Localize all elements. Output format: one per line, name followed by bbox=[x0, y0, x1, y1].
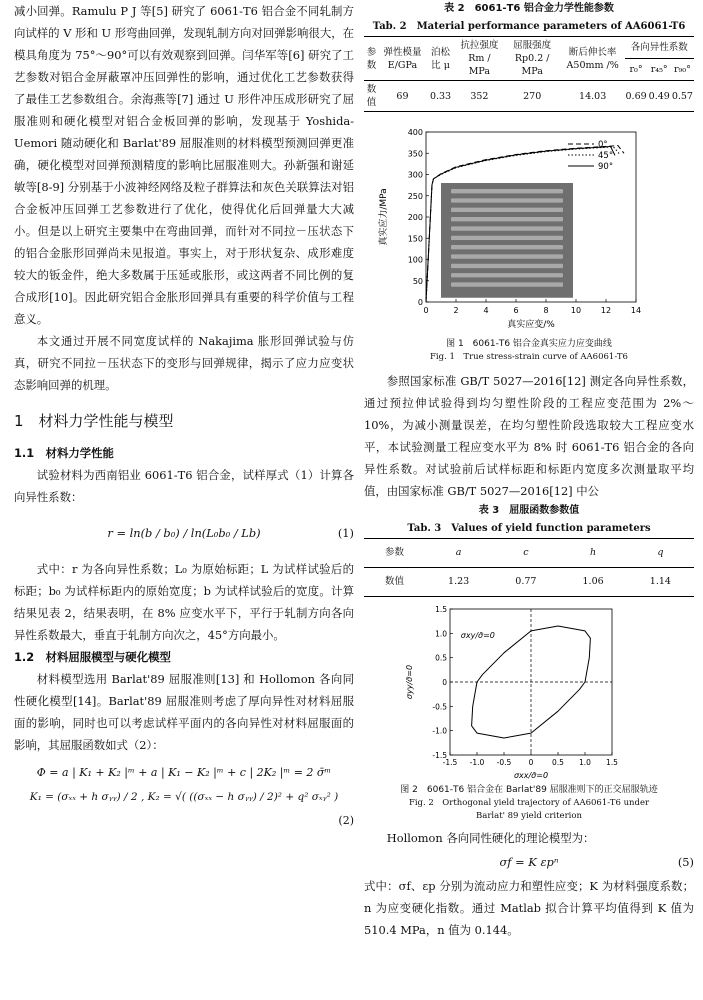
table-3-header: a bbox=[455, 547, 462, 558]
legend-label: 90° bbox=[598, 162, 614, 172]
figure-2-caption-en-1: Fig. 2 Orthogonal yield trajectory of AA6061-T6 under bbox=[408, 798, 650, 808]
y-tick-label: 400 bbox=[407, 128, 423, 137]
left-column bbox=[14, 0, 354, 832]
y-tick-label: 150 bbox=[407, 234, 423, 244]
table-2-cell: 0.33 bbox=[429, 90, 452, 102]
table-2-row bbox=[364, 81, 694, 112]
table-2-header: 弹性模量 E/GPa bbox=[383, 46, 422, 71]
anisotropy-method-paragraph: 参照国家标准 GB/T 5027—2016[12] 测定各向异性系数，通过预拉伸试验得到均匀塑性阶段的工程应变范围为 2%～10%，为减小测量误差，在均匀塑性阶段选取较大工程应变水平，本试验测量工程应变水平为 8% 时 6061-T6 铝合金的各向异性系数。对试验前后试样标距和标距内宽度多次测量取平均值，由国家标准 GB/T 5027—2016[12] 中公 bbox=[364, 374, 694, 498]
y-tick-label: 100 bbox=[407, 255, 423, 265]
table-3-header: c bbox=[523, 547, 529, 558]
equation-1 bbox=[14, 522, 354, 544]
figure-2-yield-locus-chart bbox=[364, 603, 694, 783]
y-axis-label: σyy/σ̄=0 bbox=[405, 664, 414, 700]
table-2-title-en: Tab. 2 Material performance parameters of AA6061-T6 bbox=[372, 21, 686, 32]
table-2-cell: 69 bbox=[396, 90, 409, 102]
equation-2a: Φ = a | K₁ + K₂ |ᵐ + a | K₁ − K₂ |ᵐ + c | 2K₂ |ᵐ = 2 σ̄ᵐ bbox=[36, 766, 332, 779]
table-2-cell: 0.69 bbox=[625, 90, 647, 102]
hollomon-explanation: 式中：σf、εp 分别为流动应力和塑性应变；K 为材料强度系数；n 为应变硬化指数。通过 Matlab 拟合计算平均值得到 K 值为 510.4 MPa，n 值为 0.144。 bbox=[364, 879, 694, 937]
table-2-header: 泊松比 μ bbox=[431, 46, 451, 71]
equation-2b: K₁ = (σₓₓ + h σᵧᵧ) / 2 , K₂ = √( ((σₓₓ − h σᵧᵧ) / 2)² + q² σₓᵧ² ) bbox=[29, 791, 339, 803]
specimen-strip bbox=[451, 226, 563, 230]
y-tick-label: 0 bbox=[417, 298, 423, 307]
equation-5 bbox=[364, 851, 694, 873]
table-2-cell: 0.57 bbox=[671, 90, 693, 102]
x-tick-label: 6 bbox=[513, 306, 519, 315]
table-3-cell: 1.14 bbox=[649, 576, 671, 587]
x-tick-label: 1.0 bbox=[579, 758, 591, 767]
x-axis-label: 真实应变/% bbox=[507, 320, 555, 330]
table-3-header: 参数 bbox=[385, 547, 405, 558]
table-2-header: 断后伸长率 A50mm /% bbox=[566, 46, 619, 71]
y-axis-label: 真实应力/MPa bbox=[379, 188, 389, 246]
x-tick-label: 4 bbox=[483, 306, 489, 315]
table-3-header: h bbox=[590, 547, 597, 558]
chart-annotation: σxy/σ̄=0 bbox=[460, 631, 495, 641]
table-3 bbox=[364, 538, 694, 597]
x-tick-label: -1.5 bbox=[442, 758, 458, 767]
x-tick-label: -1.0 bbox=[469, 758, 485, 767]
y-tick-label: 0.5 bbox=[435, 653, 447, 663]
intro-paragraph-2: 本文通过开展不同宽度试样的 Nakajima 胀形回弹试验与仿真，研究不同拉－压状态下的变形与回弹规律，揭示了应力应变状态影响回弹的机理。 bbox=[14, 334, 354, 392]
x-tick-label: 12 bbox=[600, 306, 612, 315]
table-3-cell: 1.23 bbox=[448, 576, 470, 587]
table-2-title-cn: 表 2 6061-T6 铝合金力学性能参数 bbox=[444, 3, 614, 14]
figure-1-caption-en: Fig. 1 True stress-strain curve of AA6061-T6 bbox=[430, 352, 628, 362]
y-tick-label: 1.5 bbox=[435, 605, 447, 614]
legend-label: 0° bbox=[598, 140, 608, 150]
x-tick-label: 10 bbox=[570, 306, 582, 315]
subsection-heading-1-2: 1.2 材料屈服模型与硬化模型 bbox=[14, 650, 171, 664]
table-2-header: 各向异性系数 bbox=[625, 37, 695, 59]
specimen-strip bbox=[451, 273, 563, 277]
material-paragraph: 试验材料为西南铝业 6061-T6 铝合金，试样厚式（1）计算各向异性系数： bbox=[14, 468, 354, 504]
table-3-cell: 1.06 bbox=[582, 576, 604, 587]
y-tick-label: 350 bbox=[407, 149, 423, 159]
table-2-cell: 0.49 bbox=[648, 90, 670, 102]
table-2-header: 屈服强度 Rp0.2 / MPa bbox=[513, 40, 552, 77]
figure-2-caption-cn: 图 2 6061-T6 铝合金在 Barlat'89 屈服准则下的正交屈服轨迹 bbox=[400, 785, 658, 795]
y-tick-label: -1.5 bbox=[432, 751, 447, 760]
y-tick-label: 50 bbox=[412, 276, 423, 286]
specimen-strip bbox=[451, 264, 563, 268]
equation-1-body: r = ln(b / b₀) / ln(L₀b₀ / Lb) bbox=[107, 526, 261, 540]
section-heading-1: 1 材料力学性能与模型 bbox=[14, 412, 174, 430]
x-tick-label: -0.5 bbox=[496, 758, 512, 767]
x-tick-label: 0.5 bbox=[552, 758, 564, 767]
table-3-cell: 0.77 bbox=[515, 576, 537, 587]
specimen-strip bbox=[451, 254, 563, 258]
equation-5-body: σf = K εpⁿ bbox=[499, 855, 559, 869]
table-2-cell: 数值 bbox=[366, 84, 377, 108]
specimen-strip bbox=[451, 198, 563, 202]
x-axis-label: σxx/σ̄=0 bbox=[513, 771, 549, 780]
table-2-cell: 270 bbox=[523, 90, 542, 102]
figure-1-stress-strain-chart bbox=[364, 122, 694, 337]
specimen-strip bbox=[451, 189, 563, 193]
x-tick-label: 2 bbox=[453, 306, 459, 315]
equation-1-number: (1) bbox=[337, 526, 354, 540]
table-2-subheader: r₄₅° bbox=[650, 64, 668, 75]
x-tick-label: 1.5 bbox=[606, 758, 618, 767]
anisotropy-explanation: 式中：r 为各向异性系数；L₀ 为原始标距；L 为试样试验后的标距；b₀ 为试样标距内的原始宽度；b 为试样试验后的宽度。计算结果见表 2，结果表明，在 8% 应变水平下，平行于轧制方向各向异性系数最大，垂直于轧制方向次之，45°方向最小。 bbox=[14, 562, 354, 642]
specimen-strip bbox=[451, 217, 563, 221]
hollomon-intro: Hollomon 各向同性硬化的理论模型为： bbox=[386, 831, 595, 845]
y-tick-label: 300 bbox=[407, 170, 423, 180]
table-2-subheader: r₀° bbox=[629, 64, 643, 75]
specimen-strip bbox=[451, 245, 563, 249]
table-3-title-cn: 表 3 屈服函数参数值 bbox=[478, 505, 580, 516]
equation-5-number: (5) bbox=[677, 855, 694, 869]
table-2-cell: 14.03 bbox=[579, 90, 607, 102]
legend-label: 45° bbox=[598, 151, 614, 161]
table-3-row bbox=[364, 568, 694, 597]
intro-paragraph: 减小回弹。Ramulu P J 等[5] 研究了 6061-T6 铝合金不同轧制方向试样的 V 形和 U 形弯曲回弹，发现轧制方向对回弹影响很大，在模具角度为 75°～90°可以有效观察到回弹。闫华军等[6] 研究了工艺参数对铝合金屏蔽罩冲压回弹性的影响，通过优化工艺参数获得了最佳工艺参数组合。余海燕等[7] 通过 U 形件冲压成形研究了屈服准则和硬化模型对铝合金板回弹的影响，发现基于 Yoshida-Uemori 随动硬化和 Barlat'89 屈服准则的材料模型预测回弹更准确，硬化模型对回弹预测精度的影响比屈服准则大。孙新强和谢延敏等[8-9] 分别基于小波神经网络及粒子群算法和灰色关联算法对铝合金板冲压回弹工艺参数进行了优化，使得优化后回弹量大大减小。但是以上研究主要集中在弯曲回弹，而针对不同拉－压状态下的铝合金胀形回弹尚未见报道。事实上，对于形状复杂、成形难度较大的钣金件，绝大多数属于压延或胀形，或这两者不同比例的复合成形[10]。因此研究铝合金胀形回弹具有重要的科学价值与工程意义。 bbox=[14, 4, 354, 326]
x-tick-label: 14 bbox=[630, 306, 642, 315]
specimen-strip bbox=[451, 236, 563, 240]
x-tick-label: 8 bbox=[543, 306, 549, 315]
table-2-cell: 352 bbox=[470, 90, 489, 102]
y-tick-label: 1.0 bbox=[435, 629, 447, 639]
table-3-cell: 数值 bbox=[385, 576, 405, 587]
y-tick-label: -1.0 bbox=[432, 726, 447, 736]
figure-1-caption-cn: 图 1 6061-T6 铝合金真实应力应变曲线 bbox=[446, 339, 612, 349]
y-tick-label: 200 bbox=[407, 213, 423, 222]
specimen-strip bbox=[451, 282, 563, 286]
specimen-strip bbox=[451, 208, 563, 212]
table-3-title-en: Tab. 3 Values of yield function parameters bbox=[407, 523, 651, 534]
table-2 bbox=[364, 36, 694, 112]
x-tick-label: 0 bbox=[423, 306, 429, 315]
equation-2-number: (2) bbox=[338, 814, 354, 827]
figure-2-caption-en-2: Barlat' 89 yield criterion bbox=[476, 811, 582, 821]
table-2-header: 抗拉强度 Rm / MPa bbox=[460, 40, 499, 77]
y-tick-label: 250 bbox=[407, 191, 423, 201]
y-tick-label: -0.5 bbox=[432, 702, 447, 712]
yield-model-paragraph: 材料模型选用 Barlat'89 屈服准则[13] 和 Hollomon 各向同性硬化模型[14]。Barlat'89 屈服准则考虑了厚向异性对材料屈服面的影响，同时也可以考虑试样平面内的各向异性对材料屈服面的影响，其屈服函数如式（2）： bbox=[14, 672, 354, 752]
y-tick-label: 0 bbox=[442, 678, 447, 687]
table-3-header: q bbox=[657, 547, 664, 558]
subsection-heading-1-1: 1.1 材料力学性能 bbox=[14, 446, 114, 460]
x-tick-label: 0 bbox=[528, 758, 534, 767]
table-2-header: 参数 bbox=[366, 46, 377, 71]
table-2-subheader: r₉₀° bbox=[673, 64, 691, 75]
right-column bbox=[364, 0, 694, 941]
